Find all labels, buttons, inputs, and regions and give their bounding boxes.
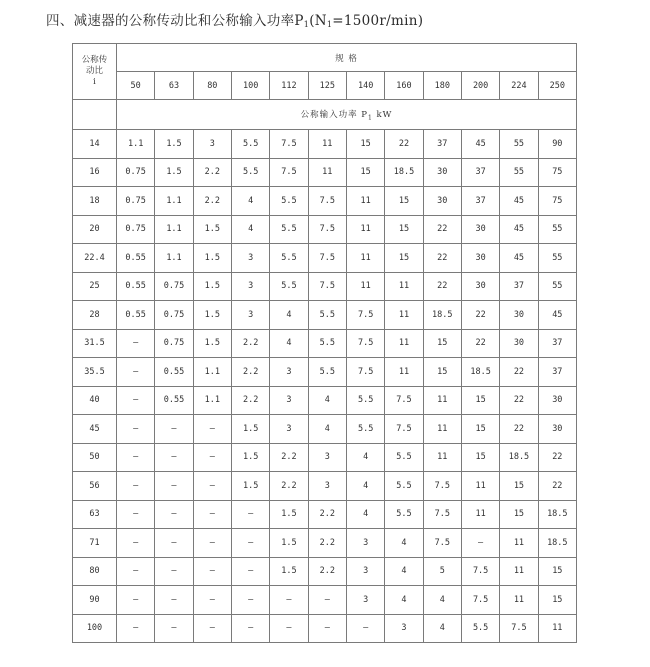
- table-row: [73, 158, 577, 187]
- power-value-cell: 1.5: [193, 244, 231, 273]
- table-row: [73, 130, 577, 159]
- heading-p-subscript: 1: [303, 20, 310, 29]
- table-row: [73, 472, 577, 501]
- power-value-cell: 7.5: [308, 215, 346, 244]
- power-value-cell: –: [231, 614, 269, 643]
- ratio-cell: 71: [73, 529, 117, 558]
- power-value-cell: 2.2: [308, 529, 346, 558]
- power-value-cell: 30: [461, 272, 499, 301]
- power-value-cell: 3: [308, 443, 346, 472]
- power-value-cell: –: [193, 500, 231, 529]
- power-value-cell: 11: [500, 557, 538, 586]
- spec-header: 规 格: [117, 44, 577, 72]
- power-value-cell: 1.5: [231, 443, 269, 472]
- power-value-cell: –: [155, 586, 193, 615]
- power-value-cell: 11: [500, 529, 538, 558]
- power-value-cell: –: [117, 443, 155, 472]
- power-value-cell: 7.5: [385, 386, 423, 415]
- power-value-cell: –: [270, 614, 308, 643]
- power-value-cell: 11: [385, 329, 423, 358]
- table-row: [73, 586, 577, 615]
- size-header-cell: 112: [270, 72, 308, 100]
- power-value-cell: –: [155, 614, 193, 643]
- power-value-cell: 2.2: [231, 358, 269, 387]
- ratio-header-line-2: 动比: [85, 66, 103, 76]
- power-value-cell: 3: [385, 614, 423, 643]
- power-value-cell: –: [155, 529, 193, 558]
- power-value-cell: –: [193, 443, 231, 472]
- power-value-cell: 1.5: [193, 301, 231, 330]
- power-value-cell: 5.5: [231, 130, 269, 159]
- power-value-cell: –: [346, 614, 384, 643]
- power-value-cell: 0.55: [117, 244, 155, 273]
- ratio-cell: 31.5: [73, 329, 117, 358]
- power-value-cell: –: [117, 557, 155, 586]
- ratio-cell: 50: [73, 443, 117, 472]
- power-value-cell: 37: [538, 358, 576, 387]
- power-value-cell: 11: [423, 386, 461, 415]
- ratio-cell: 28: [73, 301, 117, 330]
- table-row: [73, 415, 577, 444]
- power-value-cell: 4: [308, 386, 346, 415]
- power-value-cell: 15: [346, 158, 384, 187]
- ratio-cell: 22.4: [73, 244, 117, 273]
- power-value-cell: 45: [461, 130, 499, 159]
- power-value-cell: 22: [500, 358, 538, 387]
- power-value-cell: –: [117, 329, 155, 358]
- table-row: [73, 215, 577, 244]
- ratio-cell: 35.5: [73, 358, 117, 387]
- power-value-cell: 11: [308, 130, 346, 159]
- power-value-cell: 0.75: [155, 272, 193, 301]
- power-value-cell: –: [117, 614, 155, 643]
- power-value-cell: 45: [538, 301, 576, 330]
- power-value-cell: –: [231, 557, 269, 586]
- power-value-cell: 22: [423, 244, 461, 273]
- power-value-cell: 2.2: [270, 472, 308, 501]
- power-value-cell: 11: [308, 158, 346, 187]
- power-value-cell: 30: [538, 386, 576, 415]
- power-value-cell: 1.5: [270, 500, 308, 529]
- table-row: [73, 358, 577, 387]
- power-value-cell: 3: [231, 244, 269, 273]
- power-value-cell: 15: [461, 386, 499, 415]
- ratio-cell: 20: [73, 215, 117, 244]
- size-header-cell: 180: [423, 72, 461, 100]
- power-value-cell: 4: [346, 443, 384, 472]
- power-value-cell: 4: [385, 557, 423, 586]
- size-header-cell: 140: [346, 72, 384, 100]
- power-value-cell: 30: [461, 244, 499, 273]
- ratio-cell: 100: [73, 614, 117, 643]
- power-value-cell: 11: [346, 272, 384, 301]
- power-value-cell: 30: [500, 329, 538, 358]
- power-value-cell: –: [193, 586, 231, 615]
- power-value-cell: 11: [500, 586, 538, 615]
- size-header-cell: 160: [385, 72, 423, 100]
- power-value-cell: 55: [538, 215, 576, 244]
- power-value-cell: 1.5: [155, 158, 193, 187]
- power-value-cell: 2.2: [231, 329, 269, 358]
- power-value-cell: 55: [538, 244, 576, 273]
- power-value-cell: 2.2: [193, 158, 231, 187]
- power-value-cell: 3: [346, 586, 384, 615]
- table-row: [73, 244, 577, 273]
- table-row: [73, 557, 577, 586]
- power-value-cell: 5.5: [346, 386, 384, 415]
- power-value-cell: 2.2: [308, 500, 346, 529]
- power-value-cell: 15: [385, 215, 423, 244]
- power-value-cell: 15: [461, 415, 499, 444]
- power-value-cell: 5.5: [270, 272, 308, 301]
- power-value-cell: 0.75: [117, 215, 155, 244]
- power-value-cell: 4: [231, 187, 269, 216]
- power-value-cell: 5.5: [308, 358, 346, 387]
- power-value-cell: 18.5: [500, 443, 538, 472]
- power-value-cell: 4: [346, 472, 384, 501]
- power-value-cell: 4: [270, 301, 308, 330]
- table-row: [73, 500, 577, 529]
- table-row: [73, 301, 577, 330]
- power-value-cell: –: [155, 472, 193, 501]
- power-value-cell: 1.5: [155, 130, 193, 159]
- power-value-cell: 5.5: [385, 472, 423, 501]
- power-value-cell: 5.5: [270, 187, 308, 216]
- ratio-cell: 40: [73, 386, 117, 415]
- power-value-cell: 5.5: [461, 614, 499, 643]
- power-value-cell: 22: [538, 443, 576, 472]
- power-value-cell: 30: [423, 187, 461, 216]
- power-value-cell: –: [117, 415, 155, 444]
- power-value-cell: 7.5: [270, 130, 308, 159]
- power-value-cell: –: [117, 586, 155, 615]
- heading-speed-label: (N: [309, 13, 327, 29]
- power-value-cell: 2.2: [308, 557, 346, 586]
- power-value-cell: 30: [500, 301, 538, 330]
- power-value-cell: 11: [385, 272, 423, 301]
- power-value-cell: 1.5: [193, 329, 231, 358]
- power-value-cell: 18.5: [423, 301, 461, 330]
- power-value-cell: 5: [423, 557, 461, 586]
- power-value-cell: 15: [385, 244, 423, 273]
- power-value-cell: 15: [500, 472, 538, 501]
- power-value-cell: 0.55: [117, 272, 155, 301]
- power-value-cell: 7.5: [346, 329, 384, 358]
- power-value-cell: 30: [461, 215, 499, 244]
- power-rating-table: [72, 43, 577, 643]
- power-value-cell: 2.2: [231, 386, 269, 415]
- power-value-cell: –: [193, 557, 231, 586]
- power-header: [117, 100, 577, 130]
- power-value-cell: 3: [346, 529, 384, 558]
- power-value-cell: –: [231, 529, 269, 558]
- power-value-cell: 45: [500, 187, 538, 216]
- power-value-cell: 4: [346, 500, 384, 529]
- power-value-cell: 30: [423, 158, 461, 187]
- power-value-cell: 18.5: [461, 358, 499, 387]
- ratio-cell: 45: [73, 415, 117, 444]
- power-value-cell: 7.5: [346, 301, 384, 330]
- power-value-cell: 5.5: [385, 443, 423, 472]
- power-value-cell: 11: [423, 443, 461, 472]
- power-value-cell: 15: [346, 130, 384, 159]
- power-value-cell: –: [117, 529, 155, 558]
- power-value-cell: 7.5: [308, 187, 346, 216]
- power-value-cell: 37: [423, 130, 461, 159]
- power-value-cell: –: [231, 586, 269, 615]
- ratio-spacer-cell: [73, 100, 117, 130]
- power-value-cell: 0.75: [117, 187, 155, 216]
- power-value-cell: 5.5: [308, 329, 346, 358]
- power-value-cell: –: [193, 415, 231, 444]
- ratio-cell: 80: [73, 557, 117, 586]
- power-value-cell: 3: [270, 415, 308, 444]
- table-row: [73, 529, 577, 558]
- power-value-cell: 15: [538, 586, 576, 615]
- power-value-cell: 3: [308, 472, 346, 501]
- table-row: [73, 443, 577, 472]
- power-value-cell: 15: [423, 358, 461, 387]
- power-value-cell: 4: [270, 329, 308, 358]
- power-value-cell: 37: [461, 187, 499, 216]
- power-value-cell: 11: [346, 187, 384, 216]
- power-value-cell: 55: [538, 272, 576, 301]
- power-value-cell: 55: [500, 158, 538, 187]
- power-value-cell: 11: [346, 215, 384, 244]
- power-header-prefix: 公称输入功率 P: [300, 109, 368, 120]
- size-header-cell: 50: [117, 72, 155, 100]
- ratio-cell: 90: [73, 586, 117, 615]
- power-value-cell: 3: [231, 272, 269, 301]
- size-header-row: [73, 72, 577, 100]
- power-value-cell: 1.5: [270, 557, 308, 586]
- power-value-cell: 1.1: [155, 244, 193, 273]
- table-row: [73, 386, 577, 415]
- power-value-cell: 7.5: [308, 244, 346, 273]
- power-value-cell: 15: [461, 443, 499, 472]
- power-value-cell: 4: [231, 215, 269, 244]
- table-row: [73, 614, 577, 643]
- power-value-cell: 7.5: [423, 472, 461, 501]
- power-value-cell: 5.5: [270, 215, 308, 244]
- power-value-cell: 7.5: [270, 158, 308, 187]
- power-value-cell: 18.5: [538, 500, 576, 529]
- heading-speed-value: =1500r/min): [332, 13, 424, 29]
- power-value-cell: 75: [538, 158, 576, 187]
- power-value-cell: 4: [423, 586, 461, 615]
- power-value-cell: 7.5: [423, 529, 461, 558]
- power-value-cell: –: [270, 586, 308, 615]
- power-value-cell: 1.1: [155, 215, 193, 244]
- power-value-cell: 2.2: [270, 443, 308, 472]
- ratio-header-line-3: i: [93, 77, 96, 87]
- heading-text: 四、减速器的公称传动比和公称输入功率P: [46, 13, 304, 29]
- ratio-column-header: [73, 44, 117, 100]
- size-header-cell: 200: [461, 72, 499, 100]
- ratio-cell: 56: [73, 472, 117, 501]
- heading-n-subscript: 1: [326, 20, 333, 29]
- power-value-cell: 90: [538, 130, 576, 159]
- power-value-cell: 22: [423, 272, 461, 301]
- table-row: [73, 272, 577, 301]
- power-value-cell: –: [155, 415, 193, 444]
- power-value-cell: 4: [308, 415, 346, 444]
- size-header-cell: 125: [308, 72, 346, 100]
- power-value-cell: 0.55: [155, 386, 193, 415]
- ratio-cell: 63: [73, 500, 117, 529]
- power-value-cell: 3: [270, 386, 308, 415]
- power-value-cell: 30: [538, 415, 576, 444]
- power-value-cell: –: [117, 386, 155, 415]
- power-value-cell: 45: [500, 215, 538, 244]
- ratio-header-line-1: 公称传: [81, 55, 108, 65]
- power-value-cell: 15: [423, 329, 461, 358]
- power-header-unit: kW: [372, 109, 393, 120]
- power-value-cell: –: [308, 614, 346, 643]
- ratio-cell: 25: [73, 272, 117, 301]
- power-value-cell: 18.5: [385, 158, 423, 187]
- size-header-cell: 224: [500, 72, 538, 100]
- size-header-cell: 250: [538, 72, 576, 100]
- power-value-cell: 18.5: [538, 529, 576, 558]
- power-value-cell: –: [155, 500, 193, 529]
- power-value-cell: 55: [500, 130, 538, 159]
- power-value-cell: –: [231, 500, 269, 529]
- power-value-cell: 11: [538, 614, 576, 643]
- power-value-cell: –: [155, 443, 193, 472]
- power-value-cell: 0.55: [117, 301, 155, 330]
- power-value-cell: 11: [423, 415, 461, 444]
- power-value-cell: 15: [385, 187, 423, 216]
- power-value-cell: 37: [500, 272, 538, 301]
- power-value-cell: 1.1: [193, 386, 231, 415]
- size-header-cell: 100: [231, 72, 269, 100]
- power-value-cell: 0.55: [155, 358, 193, 387]
- power-value-cell: 3: [193, 130, 231, 159]
- power-value-cell: –: [193, 472, 231, 501]
- power-value-cell: 1.5: [193, 215, 231, 244]
- power-value-cell: –: [308, 586, 346, 615]
- power-value-cell: 5.5: [231, 158, 269, 187]
- power-value-cell: 7.5: [461, 557, 499, 586]
- power-value-cell: 3: [270, 358, 308, 387]
- power-value-cell: 11: [385, 358, 423, 387]
- power-value-cell: 1.1: [193, 358, 231, 387]
- size-header-cell: 63: [155, 72, 193, 100]
- power-value-cell: –: [155, 557, 193, 586]
- ratio-cell: 18: [73, 187, 117, 216]
- power-value-cell: 22: [385, 130, 423, 159]
- power-value-cell: –: [193, 614, 231, 643]
- power-value-cell: 22: [500, 386, 538, 415]
- power-value-cell: 7.5: [385, 415, 423, 444]
- power-value-cell: 15: [500, 500, 538, 529]
- size-header-cell: 80: [193, 72, 231, 100]
- power-value-cell: 45: [500, 244, 538, 273]
- power-header-subscript: 1: [368, 114, 373, 122]
- power-value-cell: 3: [346, 557, 384, 586]
- power-value-cell: –: [117, 358, 155, 387]
- power-value-cell: –: [117, 500, 155, 529]
- table-body: [73, 130, 577, 643]
- power-value-cell: 1.5: [231, 415, 269, 444]
- power-value-cell: 0.75: [155, 301, 193, 330]
- power-value-cell: 3: [231, 301, 269, 330]
- power-value-cell: 7.5: [461, 586, 499, 615]
- ratio-cell: 14: [73, 130, 117, 159]
- power-value-cell: 11: [461, 472, 499, 501]
- ratio-cell: 16: [73, 158, 117, 187]
- power-value-cell: 1.1: [155, 187, 193, 216]
- power-value-cell: 5.5: [270, 244, 308, 273]
- power-value-cell: 22: [500, 415, 538, 444]
- power-value-cell: 4: [385, 529, 423, 558]
- power-value-cell: 5.5: [308, 301, 346, 330]
- power-value-cell: 4: [385, 586, 423, 615]
- power-value-cell: 1.1: [117, 130, 155, 159]
- power-value-cell: 22: [461, 301, 499, 330]
- power-value-cell: 11: [461, 500, 499, 529]
- power-value-cell: 5.5: [346, 415, 384, 444]
- power-value-cell: 11: [346, 244, 384, 273]
- power-value-cell: 1.5: [193, 272, 231, 301]
- power-value-cell: 15: [538, 557, 576, 586]
- section-heading: [46, 9, 423, 29]
- power-value-cell: –: [117, 472, 155, 501]
- power-value-cell: 7.5: [308, 272, 346, 301]
- power-value-cell: 5.5: [385, 500, 423, 529]
- power-value-cell: 22: [538, 472, 576, 501]
- power-value-cell: 7.5: [346, 358, 384, 387]
- power-value-cell: 2.2: [193, 187, 231, 216]
- power-value-cell: –: [461, 529, 499, 558]
- power-value-cell: 37: [538, 329, 576, 358]
- power-value-cell: 1.5: [231, 472, 269, 501]
- power-value-cell: 75: [538, 187, 576, 216]
- power-value-cell: 0.75: [155, 329, 193, 358]
- table-row: [73, 187, 577, 216]
- power-value-cell: 37: [461, 158, 499, 187]
- power-value-cell: 0.75: [117, 158, 155, 187]
- power-value-cell: –: [193, 529, 231, 558]
- table-row: [73, 329, 577, 358]
- power-value-cell: 7.5: [500, 614, 538, 643]
- power-value-cell: 4: [423, 614, 461, 643]
- power-value-cell: 1.5: [270, 529, 308, 558]
- power-value-cell: 22: [461, 329, 499, 358]
- power-value-cell: 22: [423, 215, 461, 244]
- power-value-cell: 7.5: [423, 500, 461, 529]
- power-value-cell: 11: [385, 301, 423, 330]
